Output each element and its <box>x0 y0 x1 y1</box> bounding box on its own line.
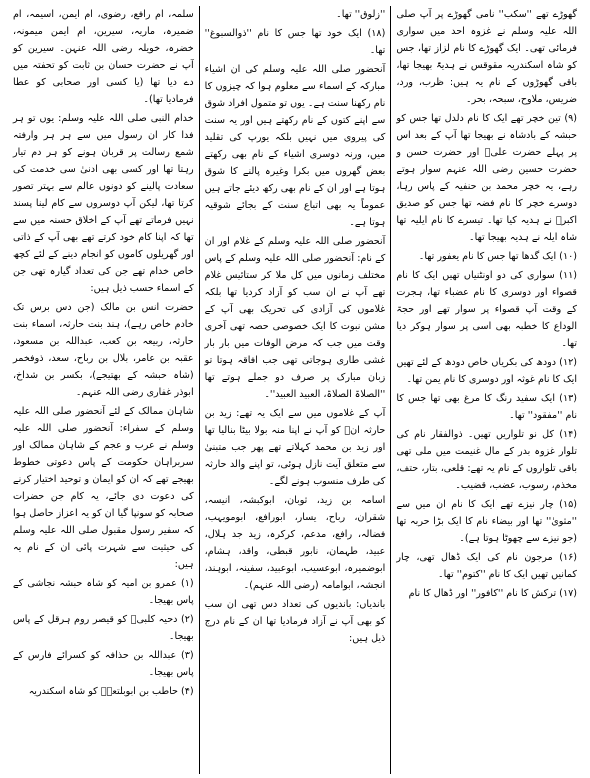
column-left <box>8 6 200 774</box>
paragraph-mules: (۹) تین خچر تھے ایک کا نام دلدل تھا جس کو حبشہ کے بادشاہ نے بھیجا تھا آپ کے بعد اس پر پہلے حضرت علیؓ اور حضرت حسن و حضرت حسین رضی اللہ عنہم سوار ہوتے رہے، یہ خچر محمد بن حنفیہ کے پاس رہا، دوسرے خچر کا نام فضہ تھا جس کو صدیق اکبرؓ نے ہدیہ کیا تھا۔ تیسرے کا نام ایلیہ تھا شاہ ایلہ نے ہدیہ بھیجا تھا۔ <box>396 113 577 243</box>
column-middle <box>200 6 392 774</box>
paragraph-zaid: آپ کے غلاموں میں سے ایک یہ تھے: زید بن حارثہ انؓ کو آپ نے اپنا منہ بولا بیٹا بنالیا تھا اور زید بن محمد کہلاتے تھے پھر جب متبنیٰ سے متعلق آیت نازل ہوئی، تو اپنے والد حارثہ کی طرف منسوب ہونے لگے۔ <box>204 408 386 487</box>
paragraph-envoy-1: (۱) عمرو بن امیہ کو شاہ حبشہ نجاشی کے پاس بھیجا۔ <box>12 578 194 606</box>
paragraph-camels: (۱۱) سواری کی دو اونٹنیاں تھیں ایک کا نام قصواء اور دوسری کا نام عضباء تھا، ہجرت کے وقت آپ قصواء پر سوار تھے اور حجۃ الوداع کا خطبہ بھی اسی پر سوار ہوکر دیا تھا۔ <box>396 270 577 349</box>
paragraph-slaves-heading: آنحضور صلی اللہ علیہ وسلم کے غلام اور ان کے نام: آنحضور صلی اللہ علیہ وسلم کے پاس مختلف زمانوں میں کل ملا کر ستائیس غلام تھے آپ نے ان سب کو آزاد کردیا تھا بلکہ غلاموں کی آزادی کی تحریک بھی آپ کے مشن نبوت کا ایک خصوصی حصہ تھی آخری وقت میں جب کہ مرض الوفات میں بار بار غشی طاری ہوجاتی تھی جب افاقہ ہوتا تو زبان مبارک پر صرف دو جملے ہوتے تھا ''الصلاۃ الصلاۃ، العبید العبید''۔ <box>204 236 386 400</box>
paragraph-continuation: ''زلوق'' تھا۔ <box>336 9 386 20</box>
paragraph-envoy-4: (۴) حاطب بن ابوبلتعہؓ کو شاہ اسکندریہ <box>28 686 194 697</box>
paragraph-donkey: (۱۰) ایک گدھا تھا جس کا نام یعفور تھا۔ <box>418 251 577 262</box>
paragraph-naming-sunnah: آنحضور صلی اللہ علیہ وسلم کی ان اشیاء مبارکہ کے اسماء سے معلوم ہوا کہ چیزوں کا نام رکھنا سنت ہے۔ یوں تو متمول افراد شوق سے اپنے کتوں کے نام رکھتے ہیں اور یہ سنت کی پیروی میں نہیں بلکہ یورپ کی تقلید میں، ورنہ دوسری اشیاء کے نام بھی رکھتے بعض گھروں میں بکرا وغیرہ پالنے کا شوق ہوتا ہے اور ان کے نام بھی رکھ دیئے جاتے ہیں عموماً یہ بھی اتباع سنت کے بجائے شوقیہ ہوتا ہے۔ <box>204 64 386 228</box>
paragraph-quiver: (۱۷) ترکش کا نام ''کافور'' اور ڈھال کا نام <box>408 588 577 599</box>
paragraph-swords: (۱۴) کل نو تلواریں تھیں۔ ذوالفقار نام کی تلوار غزوہ بدر کے مال غنیمت میں ملی تھی باقی تلواروں کے نام یہ تھے: قلعی، بتار، حتف، مخذم، رسوب، عضب، قضیب۔ <box>396 429 577 491</box>
paragraph-maids: باندیاں: باندیوں کی تعداد دس تھی ان سب کو بھی آپ نے آزاد فرمادیا تھا ان کے نام درج ذیل ہیں: <box>204 599 386 644</box>
paragraph-maid-names: سلمہ، ام رافع، رضوی، ام ایمن، اسیمہ، ام ضمیرہ، ماریہ، سیرین، ام ایمن میمونہ، خضرہ، خویلہ رضی اللہ عنہن۔ سیرین کو آپ نے حضرت حسان بن ثابت کو تحفتہ میں دے دیا تھا (یا کسی اور صحابی کو عطا فرمادیا تھا)۔ <box>12 9 194 105</box>
paragraph-servants: خدام النبی صلی اللہ علیہ وسلم: یوں تو ہر فدا کار ان رسول میں سے ہر ہر وارفتہ شمع رسالت پر قربان ہونے کو ہر دم تیار رہتا تھا اور کسی بھی ادنیٰ سی خدمت کی سعادت پالینے کو دونوں عالم سے بہتر تصور کرتا تھا، لیکن آپ دوسروں سے کام لینا پسند نہیں فرماتے تھے آپ کے اخلاق حسنہ میں سے تھا کہ اپنا کام خود کرتے تھے بھی آپ کے ذاتی اور گھریلوں کاموں کو انجام دینے کے لئے کچھ خاص خدام تھے جن کی تعداد گیارہ تھی جن کے اسماء حسب ذیل ہیں: <box>12 113 194 294</box>
paragraph-horses: گھوڑے تھے ''سکب'' نامی گھوڑے پر آپ صلی اللہ علیہ وسلم نے غزوہ احد میں سواری فرمائی تھی۔ ایک گھوڑے کا نام لزاز تھا، جس کو شاہ اسکندریہ مقوقس نے ہدیۃً بھیجا تھا، باقی گھوڑوں کے نام یہ ہیں: ظرب، ورد، ضریس، ملاوح، سبحہ، بحر۔ <box>396 9 577 105</box>
paragraph-spears: (۱۵) چار نیزے تھے ایک کا نام ان میں سے ''مثویٰ'' تھا اور بیضاء نام کا ایک بڑا حربہ تھا (جو نیزے سے چھوٹا ہوتا ہے)۔ <box>396 499 577 544</box>
paragraph-rooster: (۱۳) ایک سفید رنگ کا مرغ بھی تھا جس کا نام ''مفقود'' تھا۔ <box>396 393 577 421</box>
paragraph-shield-bows: (۱۶) مرجون نام کی ایک ڈھال تھی، چار کمانیں تھیں ایک کا نام ''کتوم'' تھا۔ <box>396 552 577 580</box>
paragraph-envoy-3: (۳) عبداللہ بن حذافہ کو کسرائے فارس کے پاس بھیجا۔ <box>12 650 194 678</box>
paragraph-envoys: شاہان ممالک کے لئے آنحضور صلی اللہ علیہ وسلم کے سفراء: آنحضور صلی اللہ علیہ وسلم نے عرب و عجم کے شاہان ممالک اور سربراہان حکومت کے پاس دعوتی خطوط بھیجے تھے کہ ان کو ایمان و توحید اختیار کرنے کی دعوت دی جائے، یہ کام جن حضرات صحابہ کو سونپا گیا ان کو یہ اعزاز حاصل ہوا کہ سفیر رسول مقبول صلی اللہ علیہ وسلم کی حیثیت سے شہرت پائی ان کے نام یہ ہیں: <box>12 406 194 570</box>
column-right <box>391 6 582 774</box>
paragraph-envoy-2: (۲) دحیہ کلبیؓ کو قیصر روم ہرقل کے پاس بھیجا۔ <box>12 614 194 642</box>
paragraph-servant-names: حضرت انس بن مالک (جن دس برس تک خادم خاص رہے)، ہند بنت حارثہ، اسماء بنت حارثہ، ربیعہ بن کعب، عبداللہ بن مسعود، عقبہ بن عامر، بلال بن رباح، سعد، ذوفخمر (شاہ حبشہ کے بھتیجے)، بکسر بن شداخ، ابوذر غفاری رضی اللہ عنہم۔ <box>12 302 194 398</box>
paragraph-goats: (۱۲) دودھ کی بکریاں خاص دودھ کے لئے تھیں ایک کا نام غوثہ اور دوسری کا نام یمن تھا۔ <box>396 357 577 385</box>
paragraph-helmet: (۱۸) ایک خود تھا جس کا نام ''ذوالسبوغ'' تھا۔ <box>204 28 386 56</box>
paragraph-slave-names: اسامہ بن زید، ثوبان، ابوکبشہ، انیسہ، شقران، رباح، یسار، ابورافع، ابومویہب، فضالہ، رافع، مدعم، کرکرہ، زید جد ہلال، عبید، طہمان، نابور قبطی، واقد، ہشام، ابوضمیرہ، ابوعسیب، ابوعبید، سفینہ، ابوہند، انجشہ، ابوامامہ (رضی اللہ عنہم)۔ <box>204 495 386 591</box>
